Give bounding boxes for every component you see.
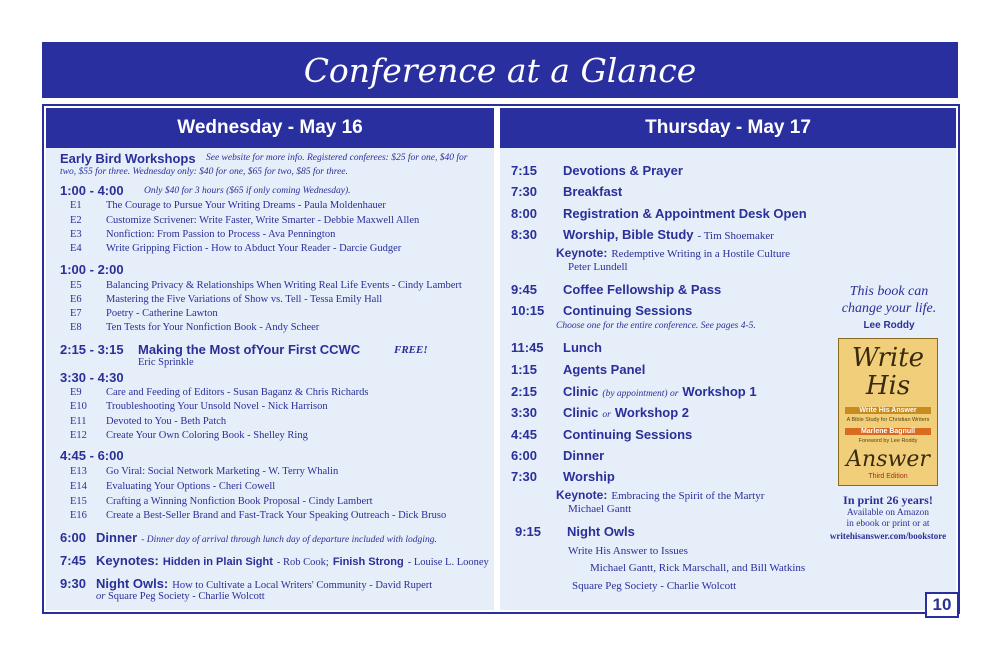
wednesday-header: Wednesday - May 16 [46, 108, 494, 148]
keynote-line: Keynote: Redemptive Writing in a Hostile Culture [556, 246, 791, 260]
schedule-row: 10:15 Continuing Sessions [511, 303, 693, 318]
session-speaker: Eric Sprinkle [138, 357, 194, 368]
book-cover-title: His [865, 371, 911, 401]
session-item: E11 Devoted to You - Beth Patch [70, 416, 227, 427]
free-badge: FREE! [394, 344, 428, 356]
page-number: 10 [925, 592, 959, 618]
page-title: Conference at a Glance [42, 42, 958, 98]
schedule-row: 7:15 Devotions & Prayer [511, 163, 683, 178]
session-item: E1 The Courage to Pursue Your Writing Dreams - Paula Moldenhauer [70, 200, 386, 211]
book-cover-foreword: Foreword by Lee Roddy [858, 438, 918, 444]
ad-url[interactable]: writehisanswer.com/bookstore [829, 531, 947, 541]
book-cover-band: Write His Answer [845, 407, 931, 414]
thursday-header: Thursday - May 17 [500, 108, 956, 148]
keynote-line: Keynote: Embracing the Spirit of the Martyr [556, 488, 765, 502]
schedule-row: 7:30 Worship [511, 469, 615, 484]
schedule-row: 3:30 Clinic or Workshop 2 [511, 405, 690, 420]
night-owls-row: 9:30 Night Owls: How to Cultivate a Local Writers' Community - David Rupert [60, 576, 433, 591]
schedule-row: 7:30 Breakfast [511, 184, 623, 199]
session-item: E14 Evaluating Your Options - Cheri Cowell [70, 481, 276, 492]
schedule-row: 1:15 Agents Panel [511, 362, 646, 377]
night-owls-row: or Square Peg Society - Charlie Wolcott [96, 591, 265, 602]
ad-author: Lee Roddy [863, 320, 915, 331]
night-owls-item: Write His Answer to Issues [568, 545, 688, 557]
session-item: E9 Care and Feeding of Editors - Susan Baganz & Chris Richards [70, 387, 369, 398]
ad-tagline: change your life. [841, 301, 937, 316]
session-title: Making the Most ofYour First CCWC [138, 342, 361, 357]
book-cover-title: Write [851, 343, 925, 373]
time-slot: 3:30 - 4:30 [60, 370, 124, 385]
session-item: E3 Nonfiction: From Passion to Process - Ava Pennington [70, 229, 336, 240]
session-item: E15 Crafting a Winning Nonfiction Book Proposal - Cindy Lambert [70, 496, 373, 507]
keynote-speaker: Michael Gantt [568, 503, 632, 515]
ad-tagline: This book can [849, 284, 929, 299]
session-item: E2 Customize Scrivener: Write Faster, Write Smarter - Debbie Maxwell Allen [70, 215, 420, 226]
schedule-row: 8:30 Worship, Bible Study - Tim Shoemaker [511, 227, 774, 242]
session-item: E10 Troubleshooting Your Unsold Novel - Nick Harrison [70, 401, 328, 412]
time-slot: 1:00 - 2:00 [60, 262, 124, 277]
session-item: E8 Ten Tests for Your Nonfiction Book - Andy Scheer [70, 322, 320, 333]
night-owls-item: Michael Gantt, Rick Marschall, and Bill Watkins [590, 562, 806, 574]
ad-availability: in ebook or print or at [846, 519, 930, 529]
schedule-row: 11:45 Lunch [511, 340, 602, 355]
session-item: E16 Create a Best-Seller Brand and Fast-Track Your Speaking Outreach - Dick Bruso [70, 510, 447, 521]
schedule-row: 2:15 Clinic (by appointment) or Workshop 1 [511, 384, 757, 399]
session-item: E7 Poetry - Catherine Lawton [70, 308, 218, 319]
schedule-row: 6:00 Dinner [511, 448, 605, 463]
ad-print-years: In print 26 years! [843, 493, 933, 507]
book-cover-author: Marlene Bagnull [845, 428, 931, 435]
book-cover[interactable] [838, 338, 938, 486]
early-bird-note: See website for more info. Registered conferees: $25 for one, $40 for [206, 153, 468, 163]
sessions-note: Choose one for the entire conference. See pages 4-5. [556, 321, 756, 331]
session-item: E5 Balancing Privacy & Relationships When Writing Real Life Events - Cindy Lambert [70, 280, 462, 291]
ad-availability: Available on Amazon [846, 508, 930, 518]
session-item: E4 Write Gripping Fiction - How to Abduct Your Reader - Darcie Gudger [70, 243, 402, 254]
book-cover-edition: Third Edition [868, 473, 908, 480]
schedule-row: 8:00 Registration & Appointment Desk Open [511, 206, 807, 221]
book-cover-title: Answer [846, 447, 930, 472]
session-note: Only $40 for 3 hours ($65 if only coming Wednesday). [144, 186, 351, 196]
time-slot: 2:15 - 3:15 [60, 342, 124, 357]
schedule-row: 9:15 Night Owls [515, 524, 635, 539]
time-slot: 4:45 - 6:00 [60, 448, 124, 463]
session-item: E12 Create Your Own Coloring Book - Shelley Ring [70, 430, 308, 441]
early-bird-title: Early Bird Workshops [60, 151, 196, 166]
schedule-row: 9:45 Coffee Fellowship & Pass [511, 282, 722, 297]
keynote-speaker: Peter Lundell [568, 261, 628, 273]
session-item: E6 Mastering the Five Variations of Show vs. Tell - Tessa Emily Hall [70, 294, 383, 305]
schedule-row: 4:45 Continuing Sessions [511, 427, 693, 442]
night-owls-item: Square Peg Society - Charlie Wolcott [572, 580, 737, 592]
time-slot: 1:00 - 4:00 [60, 183, 124, 198]
keynotes-row: 7:45 Keynotes: Hidden in Plain Sight - Rob Cook; Finish Strong - Louise L. Looney [60, 553, 489, 568]
dinner-row: 6:00 Dinner - Dinner day of arrival through lunch day of departure included with lodging. [60, 530, 437, 545]
early-bird-note: two, $55 for three. Wednesday only: $40 for one, $65 for two, $85 for three. [60, 167, 348, 177]
book-cover-tagline: A Bible Study for Christian Writers [846, 417, 930, 423]
session-item: E13 Go Viral: Social Network Marketing - W. Terry Whalin [70, 466, 339, 477]
